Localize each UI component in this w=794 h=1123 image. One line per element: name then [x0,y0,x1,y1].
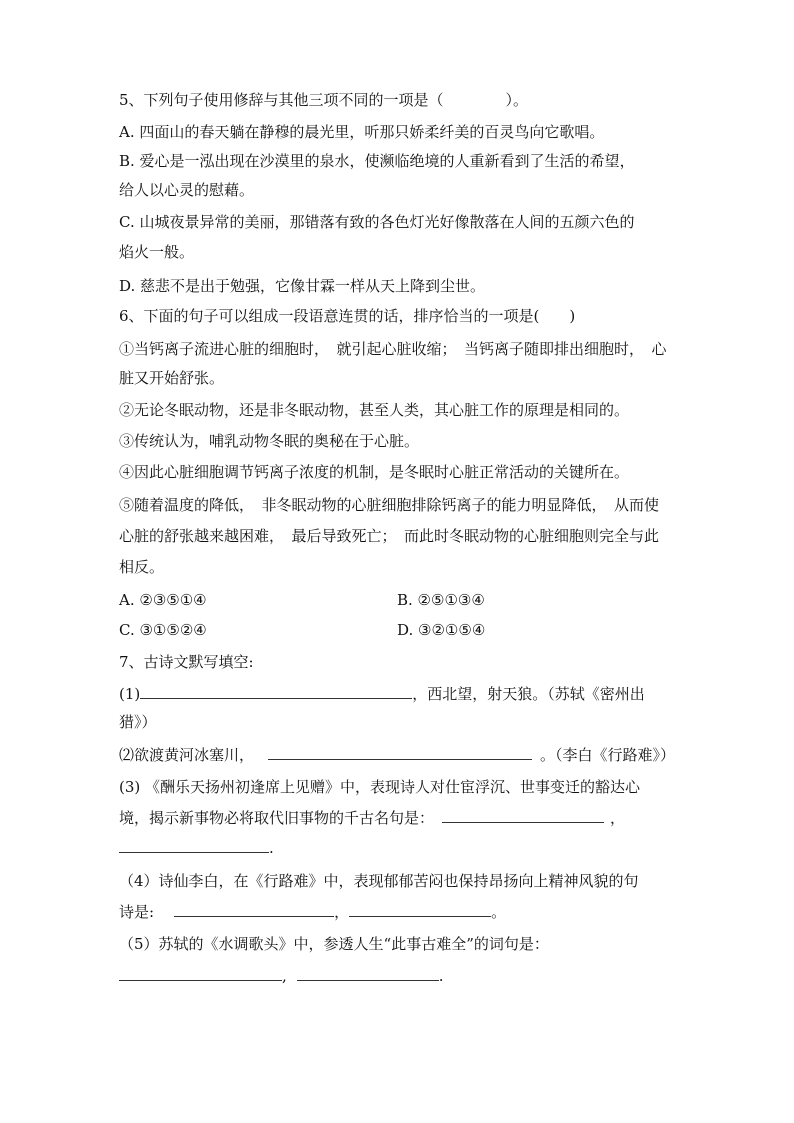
q7-item-5-line1: （5）苏轼的《水调歌头》中，参透人生“此事古难全”的词句是： [119,935,549,953]
answer-blank[interactable] [349,902,491,917]
q6-sentence-1-line1: ①当钙离子流进心脏的细胞时， 就引起心脏收缩； 当钙离子随即排出细胞时， 心 [119,340,667,358]
q5-option-c-line2: 焰火一般。 [119,243,195,261]
q7-item-3-line1: (3) 《酬乐天扬州初逢席上见赠》中，表现诗人对仕宦浮沉、世事变迁的豁达心 [119,778,641,796]
answer-blank[interactable] [119,838,269,853]
answer-blank[interactable] [268,745,532,760]
q5-stem: 5、下列句子使用修辞与其他三项不同的一项是（ ）。 [119,91,529,109]
q7-item-3-line2: 境，揭示新事物必将取代旧事物的千古名句是： ， [119,809,626,827]
q6-sentence-3: ③传统认为，哺乳动物冬眠的奥秘在于心脏。 [119,432,420,450]
q6-stem: 6、下面的句子可以组成一段语意连贯的话，排序恰当的一项是( ) [119,307,576,325]
q7-item-3-line3: . [119,838,274,858]
q6-option-a: A. ②③⑤①④ [119,591,207,609]
q6-option-c: C. ③①⑤②④ [119,621,207,639]
q6-sentence-5-line1: ⑤随着温度的降低， 非冬眠动物的心脏细胞排除钙离子的能力明显降低， 从而使 [119,496,660,514]
q7-item-4-line2: 诗是: ， 。 [119,903,507,921]
q5-option-a: A. 四面山的春天躺在静穆的晨光里，听那只娇柔纤美的百灵鸟向它歌唱。 [119,123,605,141]
answer-blank[interactable] [174,902,334,917]
q6-option-b: B. ②⑤①③④ [397,591,485,609]
answer-blank[interactable] [297,966,439,981]
q7-item-2: ⑵欲渡黄河冰塞川， 。（李白《行路难》） [119,746,676,764]
q5-option-c-line1: C. 山城夜景异常的美丽，那错落有致的各色灯光好像散落在人间的五颜六色的 [119,213,635,231]
q7-stem: 7、古诗文默写填空: [119,653,254,671]
q5-option-b-line1: B. 爱心是一泓出现在沙漠里的泉水，使濒临绝境的人重新看到了生活的希望， [119,152,635,170]
q6-sentence-2: ②无论冬眠动物，还是非冬眠动物，甚至人类，其心脏工作的原理是相同的。 [119,401,630,419]
q7-item-1: (1) ，西北望，射天狼。（苏轼《密州出 [119,685,645,703]
q6-sentence-5-line2: 心脏的舒张越来越困难， 最后导致死亡； 而此时冬眠动物的心脏细胞则完全与此 [119,527,660,545]
answer-blank[interactable] [140,684,412,699]
q6-sentence-4: ④因此心脏细胞调节钙离子浓度的机制，是冬眠时心脏正常活动的关键所在。 [119,463,630,481]
q5-option-d: D. 慈悲不是出于勉强，它像甘霖一样从天上降到尘世。 [119,277,486,295]
q6-sentence-1-line2: 脏又开始舒张。 [119,369,225,387]
q7-item-5-line2: , . [119,966,444,986]
q7-item-1-line2: 猎》） [119,713,157,731]
q5-option-b-line2: 给人以心灵的慰藉。 [119,181,255,199]
answer-blank[interactable] [442,808,604,823]
q7-item-4-line1: （4）诗仙李白，在《行路难》中，表现郁郁苦闷也保持昂扬向上精神风貌的句 [119,872,639,890]
q6-option-d: D. ③②①⑤④ [397,621,486,639]
q6-sentence-5-line3: 相反。 [119,558,165,576]
answer-blank[interactable] [119,966,282,981]
